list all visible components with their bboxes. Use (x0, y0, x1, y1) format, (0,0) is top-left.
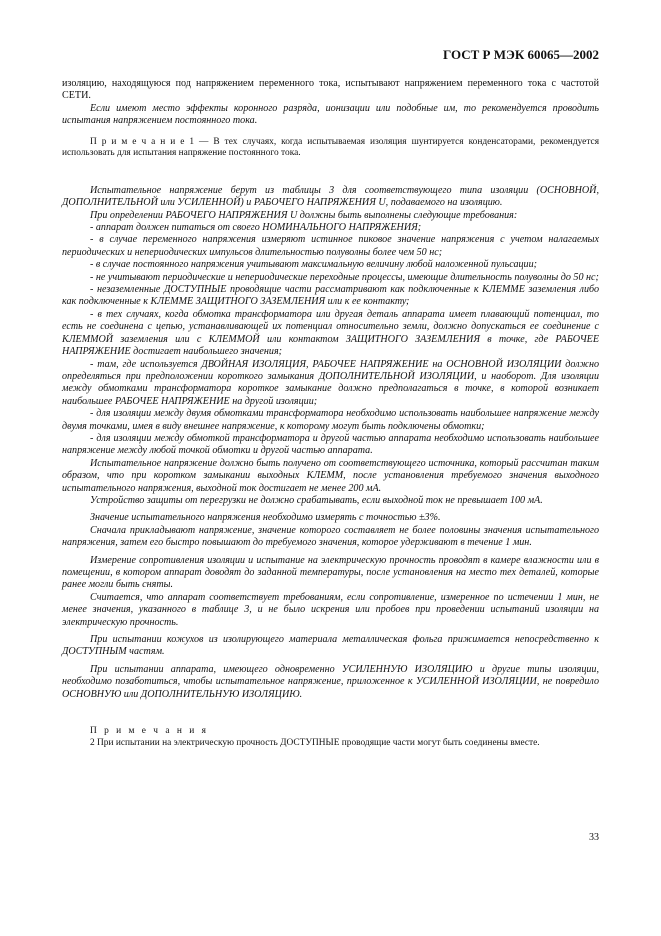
list-item: - в случае постоянного напряжения учитывают максимальную величину любой наложенной пульсации; (90, 259, 537, 271)
paragraph: При испытании кожухов из изолирующего материала металлическая фольга прижимается непосредственно к ДОСТУПНЫМ частям. (62, 634, 599, 658)
paragraph: При определении РАБОЧЕГО НАПРЯЖЕНИЯ U должны быть выполнены следующие требования: (90, 209, 518, 221)
paragraph: Считается, что аппарат соответствует требованиям, если сопротивление, измеренное по истечении 1 мин, не менее значения, указанного в таблице 3, и не было искрения или пробоев при проведении испытаний изоляции на электрическую прочность. (62, 591, 599, 628)
list-item: - не учитывают периодические и непериодические переходные процессы, имеющие длительность полуволны до 50 нс; (90, 271, 599, 283)
notes-heading: П р и м е ч а н и я (90, 726, 209, 737)
list-item: - незаземленные ДОСТУПНЫЕ проводящие части рассматривают как подключенные к КЛЕММЕ заземления либо как подключенные к КЛЕММЕ ЗАЩИТНОГО ЗАЗЕМЛЕНИЯ или к ее контакту; (62, 284, 599, 308)
paragraph: Испытательное напряжение берут из таблицы 3 для соответствующего типа изоляции (ОСНОВНОЙ, ДОПОЛНИТЕЛЬНОЙ или УСИЛЕННОЙ) и РАБОЧЕГО НАПРЯЖЕНИЯ U, подаваемого на изоляцию. (62, 184, 599, 209)
list-item: - там, где используется ДВОЙНАЯ ИЗОЛЯЦИЯ, РАБОЧЕЕ НАПРЯЖЕНИЕ на ОСНОВНОЙ ИЗОЛЯЦИИ должно определяться при предположении короткого замыкания ДОПОЛНИТЕЛЬНОЙ ИЗОЛЯЦИИ, и наоборот. Для изоляции между обмотками трансформатора короткое замыкание должно предполагаться в точке, в которой возникает наибольшее РАБОЧЕЕ НАПРЯЖЕНИЕ на другой изоляции; (62, 358, 599, 407)
paragraph: Если имеют место эффекты коронного разряда, ионизации или подобные им, то рекомендуется проводить испытания напряжением постоянного тока. (62, 102, 599, 127)
paragraph: Устройство защиты от перегрузки не должно срабатывать, если выходной ток не превышает 100 мА. (90, 494, 543, 506)
note-text: В тех случаях, когда испытываемая изоляция шунтируется конденсаторами, рекомендуется использовать для испытания напряжение постоянного тока. (62, 136, 600, 159)
list-item: - в случае переменного напряжения измеряют истинное пиковое значение напряжения с учетом налагаемых периодических и непериодических импульсов длительностью полуволны более чем 50 нс; (62, 234, 599, 258)
list-item: - для изоляции между обмоткой трансформатора и другой частью аппарата необходимо использовать наибольшее напряжение между любой точкой обмотки и другой частью аппарата. (62, 432, 599, 457)
paragraph: Значение испытательного напряжения необходимо измерять с точностью ±3%. (90, 512, 441, 524)
standard-header: ГОСТ Р МЭК 60065—2002 (443, 47, 599, 62)
list-item: - для изоляции между двумя обмотками трансформатора необходимо использовать наибольшее напряжение между двумя точками, имея в виду внешнее напряжение, к которому могут быть подключены обмотки; (62, 408, 599, 432)
note-label: П р и м е ч а н и е 1 — (90, 136, 209, 147)
paragraph: изоляцию, находящуюся под напряжением переменного тока, испытывают напряжением переменного тока с частотой СЕТИ. (62, 78, 599, 102)
paragraph: Измерение сопротивления изоляции и испытание на электрическую прочность проводят в камере влажности или в помещении, в котором аппарат доводят до заданной температуры, после установления на место тех деталей, которые ранее могли быть сняты. (62, 554, 599, 591)
note-2: 2 При испытании на электрическую прочность ДОСТУПНЫЕ проводящие части могут быть соединены вместе. (90, 737, 540, 748)
paragraph: Испытательное напряжение должно быть получено от соответствующего источника, который рассчитан таким образом, что при коротком замыкании выходных КЛЕММ, после установления требуемого значения выходного испытательного напряжения, выходной ток достигает не менее 200 мА. (62, 457, 599, 494)
document-body (62, 78, 599, 749)
list-item: - в тех случаях, когда обмотка трансформатора или другая деталь аппарата имеет плавающий потенциал, то есть не соединена с цепью, устанавливающей их потенциал относительно земли, должно допускаться ее соединение с КЛЕММОЙ заземления или с КЛЕММОЙ или контактом ЗАЩИТНОГО ЗАЗЕМЛЕНИЯ в точке, где РАБОЧЕЕ НАПРЯЖЕНИЕ достигает наибольшего значения; (62, 308, 599, 358)
paragraph: При испытании аппарата, имеющего одновременно УСИЛЕННУЮ ИЗОЛЯЦИЮ и другие типы изоляции, необходимо позаботиться, чтобы испытательное напряжение, приложенное к УСИЛЕННОЙ ИЗОЛЯЦИИ, не повредило ОСНОВНУЮ или ДОПОЛНИТЕЛЬНУЮ ИЗОЛЯЦИЮ. (62, 663, 599, 700)
page-number: 33 (589, 832, 599, 843)
note-1 (62, 137, 599, 160)
list-item: - аппарат должен питаться от своего НОМИНАЛЬНОГО НАПРЯЖЕНИЯ; (90, 222, 422, 234)
paragraph: Сначала прикладывают напряжение, значение которого составляет не более половины значения испытательного напряжения, затем его быстро повышают до требуемого значения, которое удерживают в течение 1 мин. (62, 524, 599, 549)
